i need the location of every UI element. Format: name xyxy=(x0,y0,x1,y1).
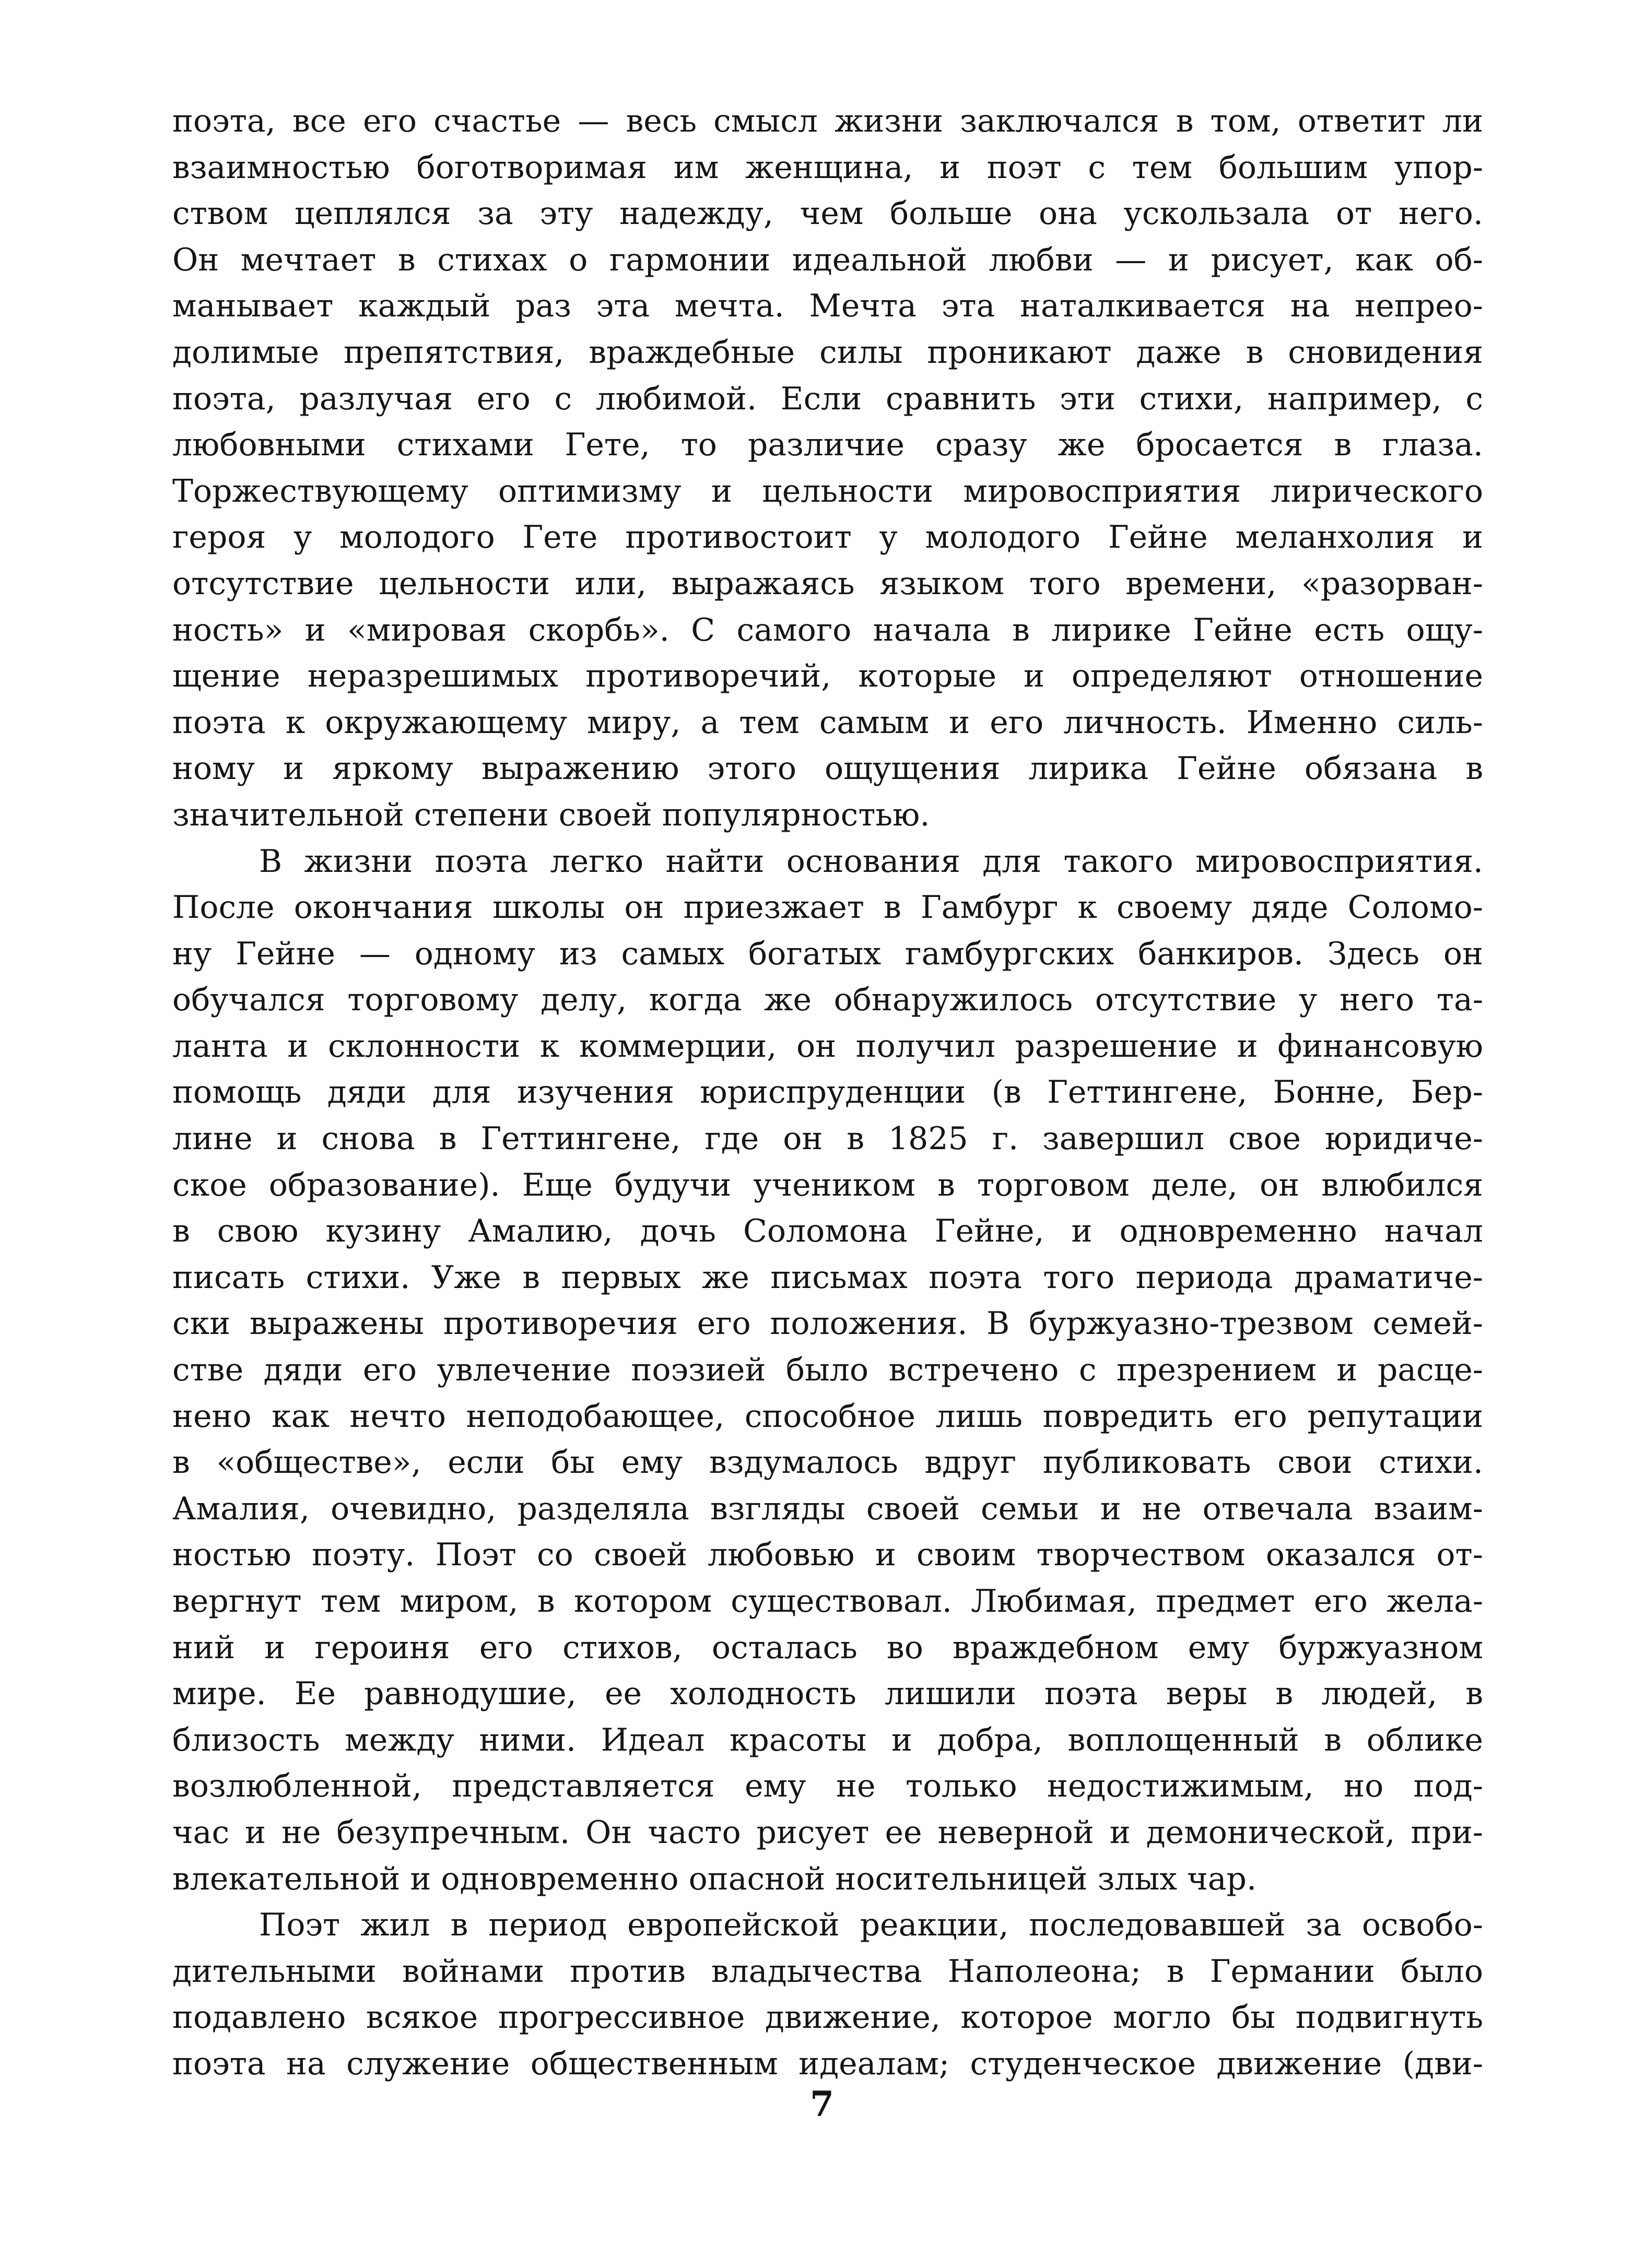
text-line: щение неразрешимых противоречий, которые и определяют отношение xyxy=(172,658,1483,695)
body-text xyxy=(172,98,1483,2087)
text-line: поэта на служение общественным идеалам; студенческое движение (дви- xyxy=(172,2045,1483,2082)
paragraph-first-line: Поэт жил в период европейской реакции, последовавшей за освобо- xyxy=(259,1907,1483,1944)
text-line: ланта и склонности к коммерции, он получил разрешение и финансовую xyxy=(172,1027,1483,1065)
text-line: лине и снова в Геттингене, где он в 1825 г. завершил свое юридиче- xyxy=(172,1120,1483,1157)
text-line: значительной степени своей популярностью. xyxy=(172,796,930,833)
text-line: нено как нечто неподобающее, способное лишь повредить его репутации xyxy=(172,1398,1483,1435)
text-line: После окончания школы он приезжает в Гамбург к своему дяде Соломо- xyxy=(172,889,1483,926)
text-line: подавлено всякое прогрессивное движение, которое могло бы подвигнуть xyxy=(172,1999,1483,2036)
text-line: ностью поэту. Поэт со своей любовью и своим творчеством оказался от- xyxy=(172,1537,1483,1574)
text-line: возлюбленной, представляется ему не только недостижимым, но под- xyxy=(172,1768,1483,1805)
text-line: в «обществе», если бы ему вздумалось вдруг публиковать свои стихи. xyxy=(172,1444,1483,1481)
text-line: отсутствие цельности или, выражаясь языком того времени, «разорван- xyxy=(172,565,1483,602)
text-line: ному и яркому выражению этого ощущения лирика Гейне обязана в xyxy=(172,750,1483,787)
text-line: мире. Ее равнодушие, ее холодность лишили поэта веры в людей, в xyxy=(172,1675,1483,1712)
text-line: обучался торговому делу, когда же обнаружилось отсутствие у него та- xyxy=(172,982,1483,1019)
text-line: помощь дяди для изучения юриспруденции (в Геттингене, Бонне, Бер- xyxy=(172,1074,1483,1111)
text-line: писать стихи. Уже в первых же письмах поэта того периода драматиче- xyxy=(172,1259,1483,1296)
text-line: Он мечтает в стихах о гармонии идеальной любви — и рисует, как об- xyxy=(172,241,1483,278)
text-line: вергнут тем миром, в котором существовал. Любимая, предмет его жела- xyxy=(172,1583,1483,1620)
text-line: долимые препятствия, враждебные силы проникают даже в сновидения xyxy=(172,334,1483,371)
text-line: героя у молодого Гете противостоит у молодого Гейне меланхолия и xyxy=(172,519,1483,556)
paragraph-first-line: В жизни поэта легко найти основания для такого мировосприятия. xyxy=(259,843,1483,880)
text-line: манывает каждый раз эта мечта. Мечта эта наталкивается на непрео- xyxy=(172,288,1483,325)
text-line: дительными войнами против владычества Наполеона; в Германии было xyxy=(172,1953,1483,1990)
text-line: ское образование). Еще будучи учеником в торговом деле, он влюбился xyxy=(172,1166,1483,1203)
text-line: влекательной и одновременно опасной носительницей злых чар. xyxy=(172,1860,1257,1897)
text-line: ность» и «мировая скорбь». С самого начала в лирике Гейне есть ощу- xyxy=(172,611,1483,648)
text-line: в свою кузину Амалию, дочь Соломона Гейне, и одновременно начал xyxy=(172,1213,1483,1250)
page-number: 7 xyxy=(810,2084,834,2124)
text-line: любовными стихами Гете, то различие сразу же бросается в глаза. xyxy=(172,427,1483,464)
text-line: ски выражены противоречия его положения. В буржуазно-трезвом семей- xyxy=(172,1305,1483,1342)
text-line: поэта к окружающему миру, а тем самым и его личность. Именно силь- xyxy=(172,704,1483,741)
text-line: Торжествующему оптимизму и цельности мировосприятия лирического xyxy=(172,473,1483,510)
text-line: стве дяди его увлечение поэзией было встречено с презрением и расце- xyxy=(172,1352,1483,1389)
text-line: близость между ними. Идеал красоты и добра, воплощенный в облике xyxy=(172,1721,1483,1758)
text-line: поэта, все его счастье — весь смысл жизни заключался в том, ответит ли xyxy=(172,103,1483,139)
text-line: взаимностью боготворимая им женщина, и поэт с тем большим упор- xyxy=(172,149,1483,186)
text-line: поэта, разлучая его с любимой. Если сравнить эти стихи, например, с xyxy=(172,380,1483,417)
text-line: час и не безупречным. Он часто рисует ее неверной и демонической, при- xyxy=(172,1814,1483,1851)
text-line: ну Гейне — одному из самых богатых гамбургских банкиров. Здесь он xyxy=(172,935,1483,972)
text-line: Амалия, очевидно, разделяла взгляды своей семьи и не отвечала взаим- xyxy=(172,1490,1483,1527)
text-line: ством цеплялся за эту надежду, чем больше она ускользала от него. xyxy=(172,195,1483,232)
text-line: ний и героиня его стихов, осталась во враждебном ему буржуазном xyxy=(172,1629,1483,1666)
